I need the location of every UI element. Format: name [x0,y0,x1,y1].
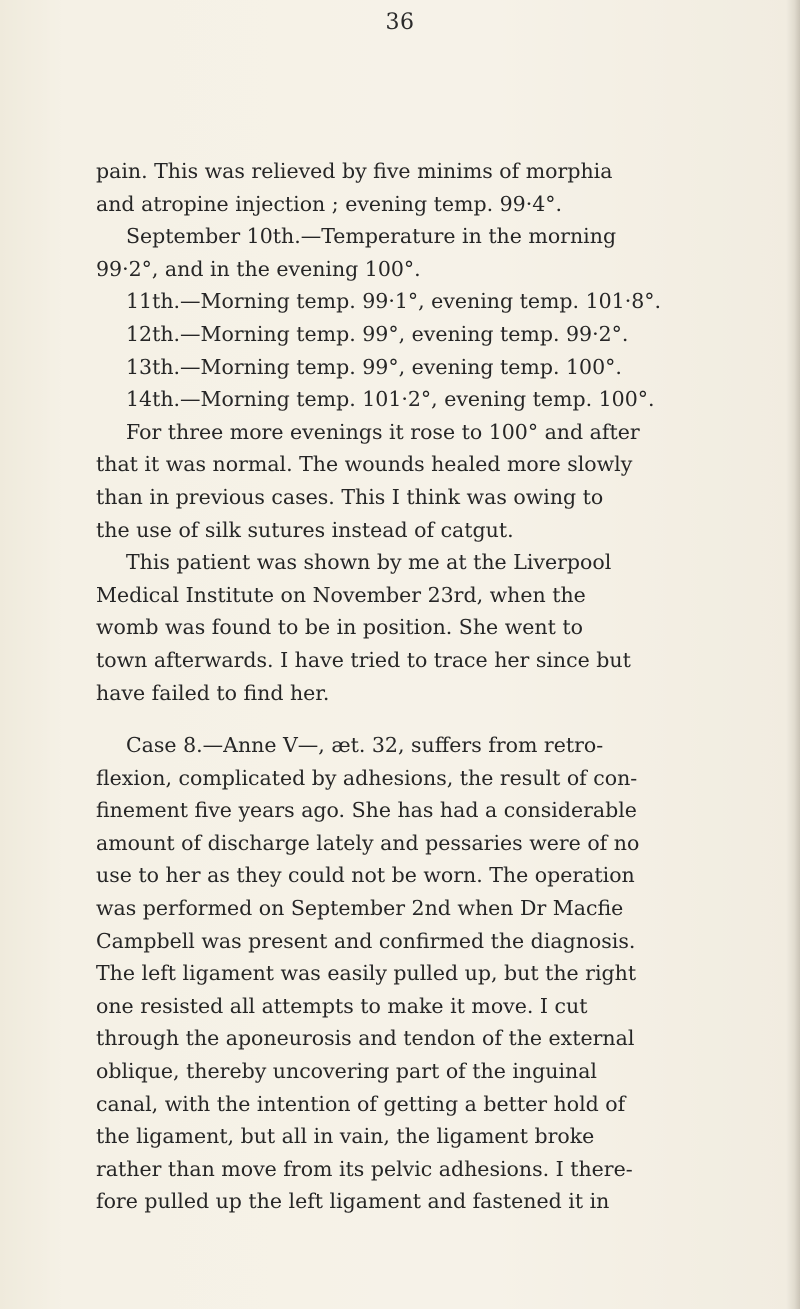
page-edge-shadow [786,0,800,1309]
body-text [96,155,730,1218]
text-line: one resisted all attempts to make it move. I cut [96,993,588,1018]
text-line: 99·2°, and in the evening 100°. [96,256,421,281]
text-line: 12th.—Morning temp. 99°, evening temp. 99·2°. [126,321,629,346]
text-line: canal, with the intention of getting a better hold of [96,1091,626,1116]
text-line: through the aponeurosis and tendon of the external [96,1026,635,1051]
text-line: use to her as they could not be worn. The operation [96,863,635,888]
text-line: the ligament, but all in vain, the ligament broke [96,1124,595,1149]
text-line: This patient was shown by me at the Liverpool [126,550,612,575]
text-line: finement five years ago. She has had a considerable [96,798,637,823]
text-line: 11th.—Morning temp. 99·1°, evening temp. 101·8°. [126,289,662,314]
text-line: pain. This was relieved by five minims of morphia [96,159,613,183]
text-line: the use of silk sutures instead of catgut. [96,517,514,542]
text-line: womb was found to be in position. She went to [96,615,583,640]
page-number: 36 [385,10,415,35]
text-line: that it was normal. The wounds healed more slowly [96,452,633,477]
text-line: town afterwards. I have tried to trace her since but [96,647,631,672]
text-line: and atropine injection ; evening temp. 99·4°. [96,191,563,216]
text-line: rather than move from its pelvic adhesions. I there- [96,1156,633,1181]
text-line: Campbell was present and confirmed the diagnosis. [96,928,636,953]
text-line: Case 8.—Anne V—, æt. 32, suffers from retro- [126,733,604,758]
text-line: was performed on September 2nd when Dr Macfie [96,896,624,921]
text-line: fore pulled up the left ligament and fastened it in [96,1189,610,1214]
text-line: Medical Institute on November 23rd, when the [96,582,586,607]
text-line: 14th.—Morning temp. 101·2°, evening temp. 100°. [126,387,655,412]
text-line: The left ligament was easily pulled up, but the right [96,961,637,986]
text-line: September 10th.—Temperature in the morning [126,224,617,249]
text-line: oblique, thereby uncovering part of the inguinal [96,1059,597,1084]
text-line: than in previous cases. This I think was owing to [96,484,604,509]
text-line: flexion, complicated by adhesions, the result of con- [96,765,638,790]
text-line: have failed to find her. [96,680,330,705]
text-line: 13th.—Morning temp. 99°, evening temp. 100°. [126,354,622,379]
text-line: amount of discharge lately and pessaries were of no [96,830,640,855]
text-line: For three more evenings it rose to 100° and after [126,419,640,444]
